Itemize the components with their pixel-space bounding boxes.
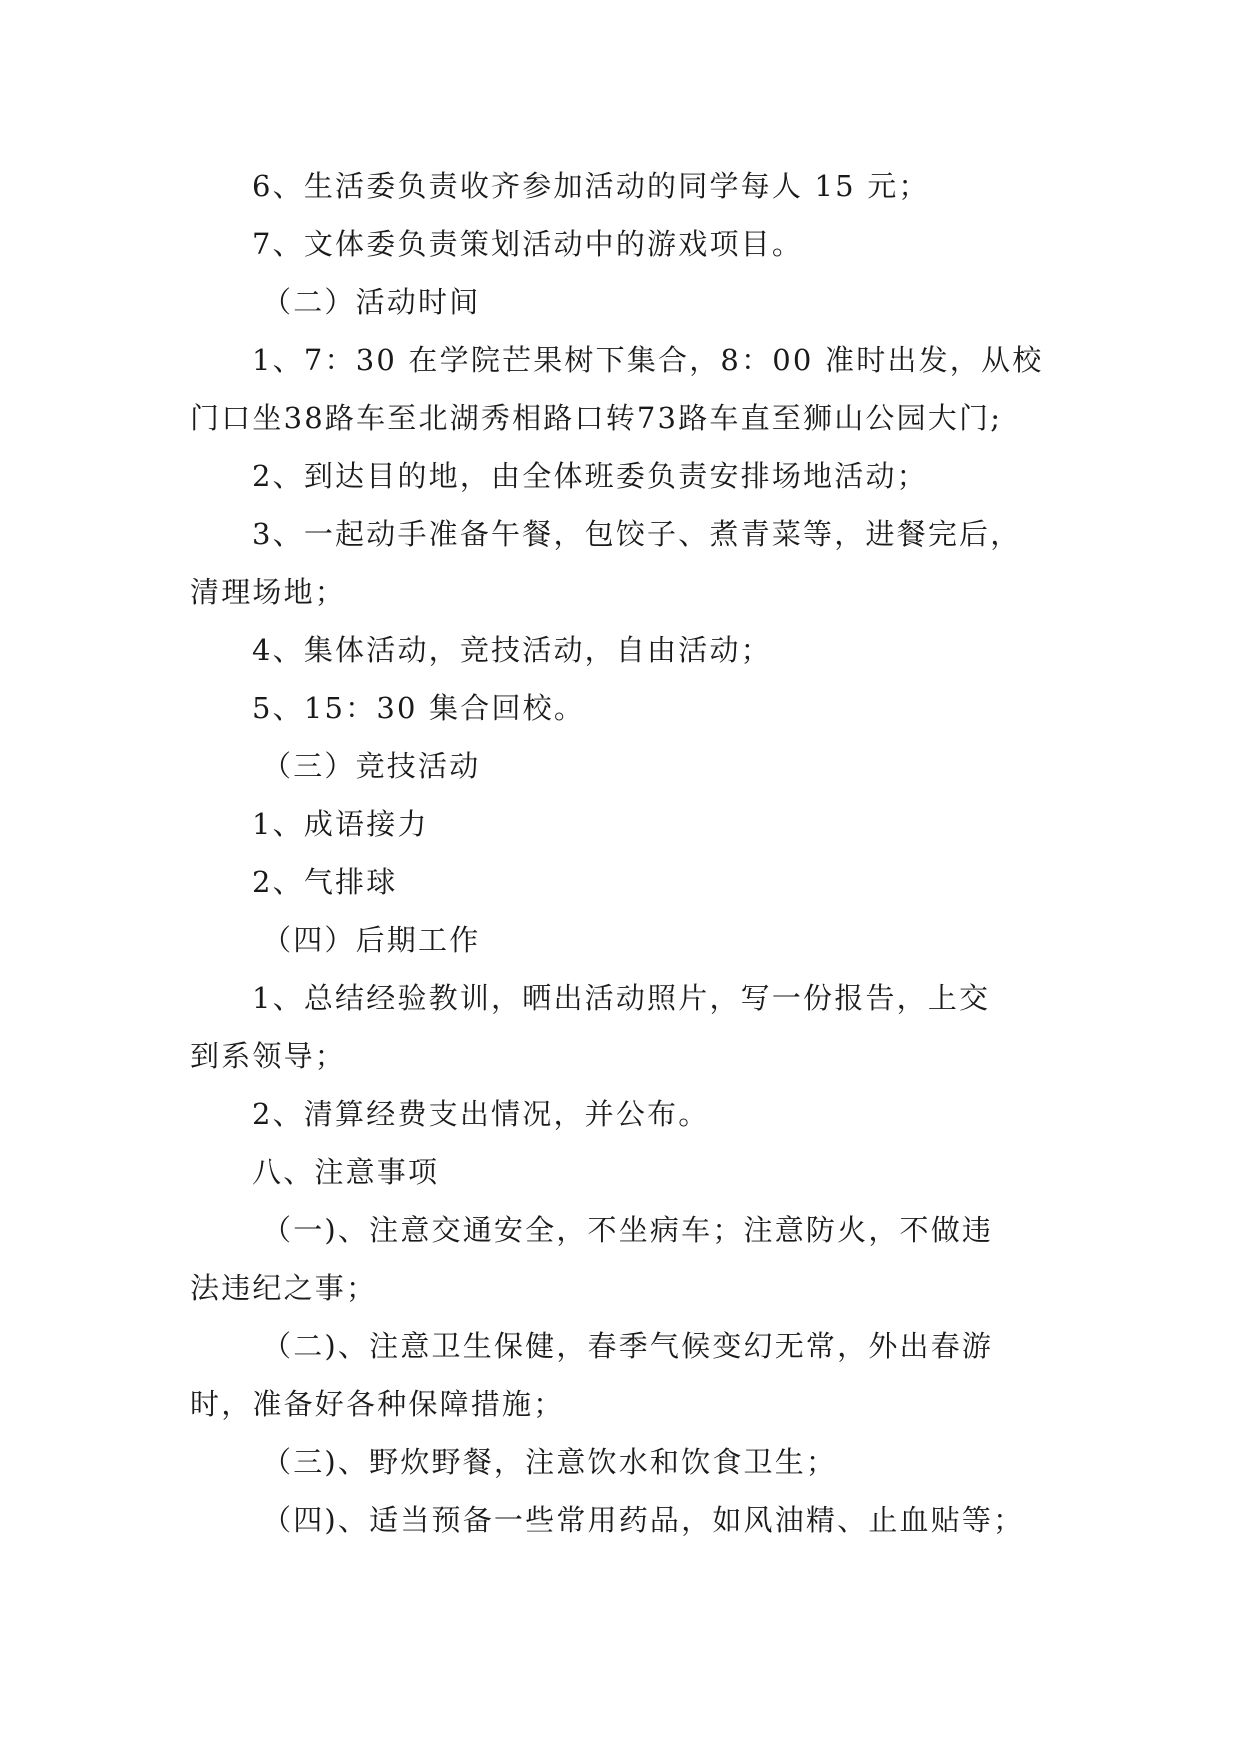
text-line: 门口坐38路车至北湖秀相路口转73路车直至狮山公园大门; <box>190 401 1003 435</box>
text-line: 6、生活委负责收齐参加活动的同学每人 15 元； <box>252 169 930 203</box>
text-line: 7、文体委负责策划活动中的游戏项目。 <box>252 227 804 261</box>
text-line: 1、总结经验教训，晒出活动照片，写一份报告，上交 <box>252 981 991 1015</box>
section-heading: （四）后期工作 <box>262 923 481 957</box>
section-heading: 八、注意事项 <box>252 1155 440 1189</box>
text-line: 2、气排球 <box>252 865 398 899</box>
text-line: 4、集体活动，竞技活动，自由活动； <box>252 633 772 667</box>
text-line: 到系领导； <box>190 1039 347 1073</box>
text-line: 时，准备好各种保障措施； <box>190 1387 565 1421</box>
text-line: 法违纪之事； <box>190 1271 378 1305</box>
text-line: （二)、注意卫生保健，春季气候变幻无常，外出春游 <box>262 1329 994 1363</box>
text-line: （一)、注意交通安全，不坐病车；注意防火，不做违 <box>262 1213 994 1247</box>
text-line: 1、成语接力 <box>252 807 429 841</box>
text-line: 2、清算经费支出情况，并公布。 <box>252 1097 710 1131</box>
text-line: （四)、适当预备一些常用药品，如风油精、止血贴等； <box>262 1503 1025 1537</box>
section-heading: （三）竞技活动 <box>262 749 481 783</box>
text-line: 3、一起动手准备午餐，包饺子、煮青菜等，进餐完后， <box>252 517 1022 551</box>
text-line: 2、到达目的地，由全体班委负责安排场地活动； <box>252 459 928 493</box>
text-line: （三)、野炊野餐，注意饮水和饮食卫生； <box>262 1445 838 1479</box>
text-line: 1、7：30 在学院芒果树下集合，8：00 准时出发，从校 <box>252 343 1044 377</box>
section-heading: （二）活动时间 <box>262 285 481 319</box>
text-line: 清理场地； <box>190 575 347 609</box>
text-line: 5、15：30 集合回校。 <box>252 691 586 725</box>
